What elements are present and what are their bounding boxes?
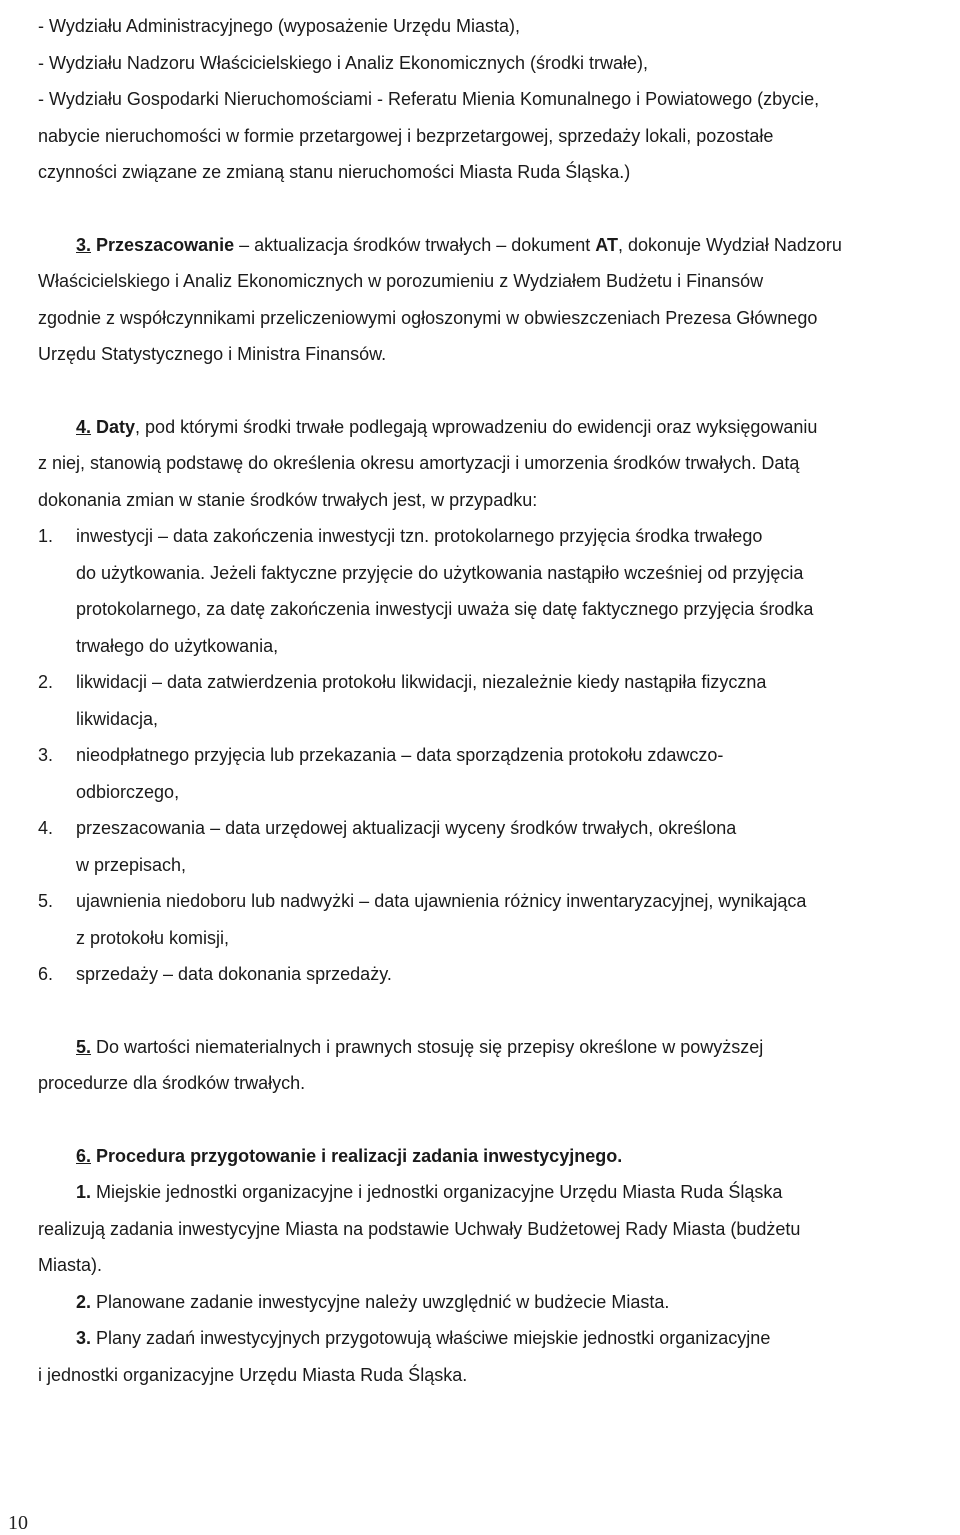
section-6-sub-1-first-line — [38, 1174, 956, 1211]
intro-line: - Wydziału Nadzoru Właścicielskiego i Analiz Ekonomicznych (środki trwałe), — [38, 52, 649, 73]
section-6-heading — [38, 1138, 956, 1175]
section-6-number: 6. — [76, 1145, 92, 1166]
section-6-line: Miasta). — [38, 1255, 103, 1275]
section-6 — [38, 1138, 956, 1394]
section-3-title: Przeszacowanie — [96, 234, 235, 255]
section-3-text-a: – aktualizacja środków trwałych – dokument — [234, 234, 596, 255]
section-5 — [38, 1029, 956, 1102]
list-item-number: 4. — [38, 818, 54, 838]
list-item — [38, 518, 956, 664]
section-6-line: i jednostki organizacyjne Urzędu Miasta Ruda Śląska. — [38, 1364, 468, 1385]
sub-item-number: 3. — [76, 1328, 92, 1348]
section-3-line: zgodnie z współczynnikami przeliczeniowymi ogłoszonymi w obwieszczeniach Prezesa Głównego — [38, 307, 818, 328]
list-item-number: 6. — [38, 964, 54, 984]
section-6-line: realizują zadania inwestycyjne Miasta na podstawie Uchwały Budżetowej Rady Miasta (budżetu — [38, 1218, 801, 1239]
intro-line: - Wydziału Administracyjnego (wyposażenie Urzędu Miasta), — [38, 16, 521, 36]
sub-item-number: 1. — [76, 1182, 92, 1202]
section-5-first-line — [38, 1029, 956, 1066]
list-item — [38, 810, 956, 883]
list-item-line: w przepisach, — [76, 854, 187, 875]
section-4-text: , pod którymi środki trwałe podlegają wprowadzeniu do ewidencji oraz wyksięgowaniu — [135, 416, 818, 437]
section-4 — [38, 409, 956, 993]
list-item-line: likwidacji – data zatwierdzenia protokołu likwidacji, niezależnie kiedy nastąpiła fizyczna — [76, 672, 767, 692]
section-6-title: Procedura przygotowanie i realizacji zadania inwestycyjnego. — [96, 1145, 623, 1166]
list-item-line: inwestycji – data zakończenia inwestycji tzn. protokolarnego przyjęcia środka trwałego — [76, 526, 763, 546]
list-item-line: trwałego do użytkowania, — [76, 635, 279, 656]
list-item-line: do użytkowania. Jeżeli faktyczne przyjęcie do użytkowania nastąpiło wcześniej od przyjęcia — [76, 562, 804, 583]
intro-line: nabycie nieruchomości w formie przetargowej i bezprzetargowej, sprzedaży lokali, pozostałe — [38, 125, 774, 146]
list-item-line: protokolarnego, za datę zakończenia inwestycji uważa się datę faktycznego przyjęcia środka — [76, 599, 814, 619]
list-item — [38, 883, 956, 956]
section-3-number: 3. — [76, 234, 92, 255]
section-5-text: Do wartości niematerialnych i prawnych stosuję się przepisy określone w powyższej — [91, 1036, 764, 1057]
section-6-sub-3-first-line — [38, 1320, 956, 1357]
intro-block — [38, 8, 956, 191]
sub-item-text: Plany zadań inwestycyjnych przygotowują właściwe miejskie jednostki organizacyjne — [91, 1328, 771, 1348]
section-3-first-line — [38, 227, 956, 264]
list-item-number: 2. — [38, 672, 54, 692]
intro-line: - Wydziału Gospodarki Nieruchomościami - Referatu Mienia Komunalnego i Powiatowego (zbycie, — [38, 89, 820, 109]
list-item — [38, 737, 956, 810]
section-5-number: 5. — [76, 1036, 92, 1057]
section-4-first-line — [38, 409, 956, 446]
list-item — [38, 956, 956, 993]
list-item-line: nieodpłatnego przyjęcia lub przekazania – data sporządzenia protokołu zdawczo- — [76, 745, 724, 765]
section-4-title: Daty — [96, 416, 136, 437]
sub-item-text: Planowane zadanie inwestycyjne należy uwzględnić w budżecie Miasta. — [91, 1291, 670, 1312]
section-5-line: procedurze dla środków trwałych. — [38, 1073, 306, 1093]
section-4-line: z niej, stanowią podstawę do określenia okresu amortyzacji i umorzenia środków trwałych. Datą — [38, 453, 800, 473]
list-item-line: likwidacja, — [76, 708, 159, 729]
list-item-line: odbiorczego, — [76, 781, 180, 802]
page-number: 10 — [8, 1512, 28, 1534]
list-item-number: 5. — [38, 891, 54, 911]
section-3-line: Urzędu Statystycznego i Ministra Finansów. — [38, 344, 387, 364]
list-item-line: sprzedaży – data dokonania sprzedaży. — [76, 964, 392, 984]
section-3-text-b: , dokonuje Wydział Nadzoru — [617, 234, 842, 255]
list-item-number: 3. — [38, 745, 54, 765]
section-3-line: Właścicielskiego i Analiz Ekonomicznych w porozumieniu z Wydziałem Budżetu i Finansów — [38, 271, 764, 291]
list-item-line: przeszacowania – data urzędowej aktualizacji wyceny środków trwałych, określona — [76, 818, 737, 838]
list-item — [38, 664, 956, 737]
sub-item-text: Miejskie jednostki organizacyjne i jednostki organizacyjne Urzędu Miasta Ruda Śląska — [91, 1182, 783, 1202]
intro-line: czynności związane ze zmianą stanu nieruchomości Miasta Ruda Śląska.) — [38, 162, 631, 182]
sub-item-number: 2. — [76, 1291, 92, 1312]
list-item-line: z protokołu komisji, — [76, 927, 230, 948]
section-6-sub-2-first-line — [38, 1284, 956, 1321]
section-3 — [38, 227, 956, 373]
section-4-number: 4. — [76, 416, 92, 437]
section-4-line: dokonania zmian w stanie środków trwałych jest, w przypadku: — [38, 489, 538, 510]
document-code: AT — [595, 234, 618, 255]
list-item-number: 1. — [38, 526, 54, 546]
list-item-line: ujawnienia niedoboru lub nadwyżki – data ujawnienia różnicy inwentaryzacyjnej, wynikająca — [76, 891, 807, 911]
document-page — [38, 8, 956, 1393]
